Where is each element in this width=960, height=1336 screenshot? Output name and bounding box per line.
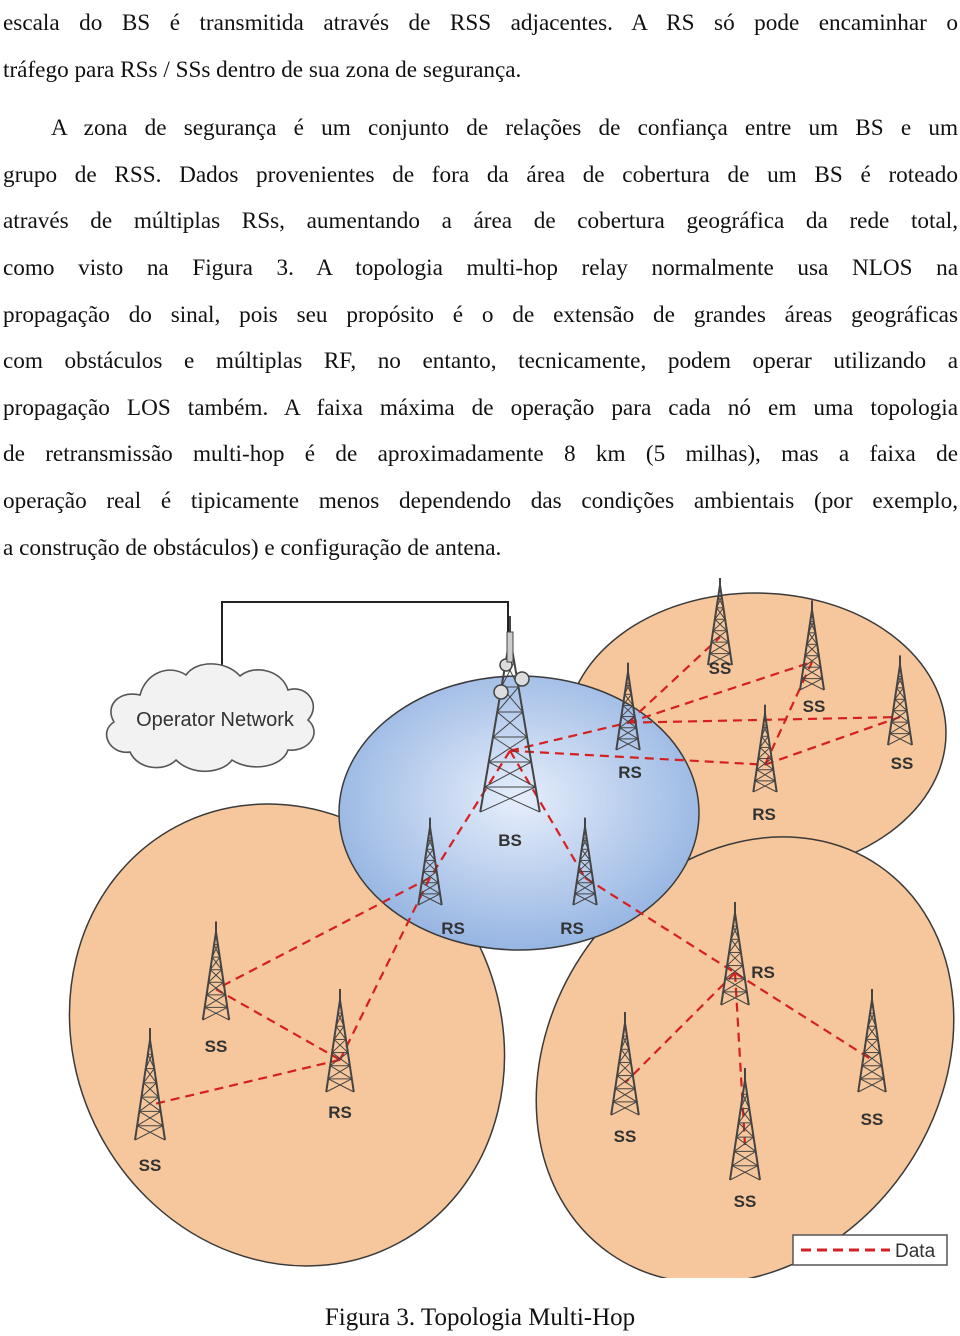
ss-label: SS bbox=[890, 754, 914, 773]
ss-label: SS bbox=[613, 1127, 637, 1146]
figure-caption: Figura 3. Topologia Multi-Hop bbox=[324, 1304, 636, 1331]
bs-label: BS bbox=[498, 831, 522, 850]
rs-label: RS bbox=[618, 763, 642, 782]
ss-label: SS bbox=[204, 1037, 228, 1056]
text-line: tráfego para RSs / SSs dentro de sua zona de segurança. bbox=[3, 56, 522, 83]
ss-label: SS bbox=[708, 659, 732, 678]
multi-hop-topology-diagram bbox=[0, 578, 960, 1278]
backhaul-link bbox=[222, 602, 508, 670]
text-line: A zona de segurança é um conjunto de relações de confiança entre um BS e um bbox=[51, 115, 958, 142]
text-line: de retransmissão multi-hop é de aproximadamente 8 km (5 milhas), mas a faixa de bbox=[3, 441, 958, 468]
paragraph-2 bbox=[3, 105, 958, 571]
ss-label: SS bbox=[138, 1156, 162, 1175]
text-line: com obstáculos e múltiplas RF, no entanto, tecnicamente, podem operar utilizando a bbox=[3, 348, 958, 375]
ss-label: SS bbox=[802, 697, 826, 716]
legend bbox=[793, 1235, 947, 1265]
operator-network-cloud bbox=[107, 664, 314, 771]
text-line: propagação LOS também. A faixa máxima de operação para cada nó em uma topologia bbox=[3, 394, 958, 421]
rs-label: RS bbox=[560, 919, 584, 938]
rs-label: RS bbox=[441, 919, 465, 938]
text-line: a construção de obstáculos) e configuração de antena. bbox=[3, 534, 502, 561]
text-line: como visto na Figura 3. A topologia multi-hop relay normalmente usa NLOS na bbox=[3, 254, 958, 281]
rs-label: RS bbox=[328, 1103, 352, 1122]
text-line: através de múltiplas RSs, aumentando a área de cobertura geográfica da rede total, bbox=[3, 208, 958, 235]
rs-label: RS bbox=[751, 963, 775, 982]
legend-label: Data bbox=[895, 1241, 936, 1262]
text-line: propagação do sinal, pois seu propósito é o de extensão de grandes áreas geográficas bbox=[3, 301, 958, 328]
ss-label: SS bbox=[733, 1192, 757, 1211]
text-line: grupo de RSS. Dados provenientes de fora da área de cobertura de um BS é roteado bbox=[3, 161, 958, 188]
text-line: operação real é tipicamente menos dependendo das condições ambientais (por exemplo, bbox=[3, 487, 958, 514]
text-line: escala do BS é transmitida através de RSS adjacentes. A RS só pode encaminhar o bbox=[3, 10, 958, 36]
rs-label: RS bbox=[752, 805, 776, 824]
paragraph-1 bbox=[3, 0, 958, 93]
ss-label: SS bbox=[860, 1110, 884, 1129]
cloud-label: Operator Network bbox=[136, 709, 294, 731]
body-text bbox=[3, 0, 958, 571]
